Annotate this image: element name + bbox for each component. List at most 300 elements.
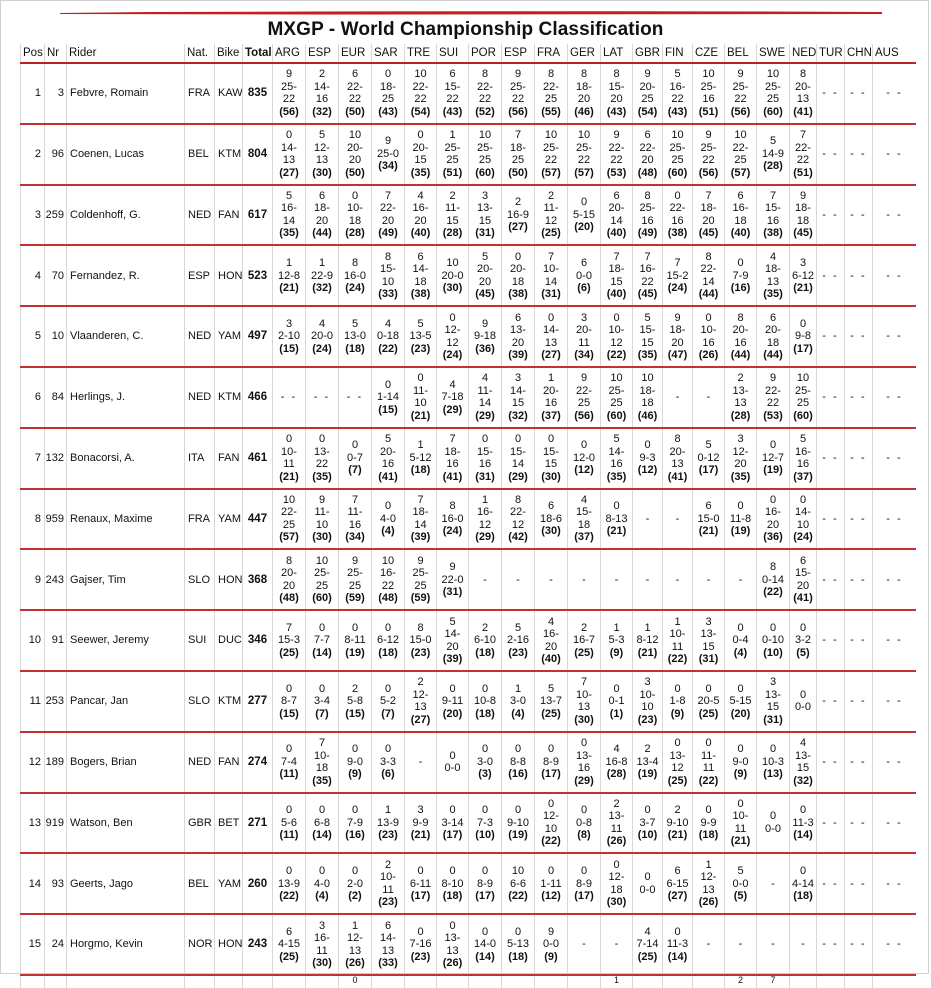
gp-result-cell xyxy=(437,63,469,124)
gp-value: 0 xyxy=(318,865,326,877)
gp-points: (39) xyxy=(442,653,463,666)
gp-value: 9 xyxy=(351,554,359,567)
cell-bike: FAN xyxy=(215,732,243,793)
gp-value: 25 xyxy=(478,154,492,167)
gp-points: (22) xyxy=(606,349,627,362)
gp-value: - - xyxy=(850,451,867,464)
gp-points: (9) xyxy=(348,768,362,781)
gp-value: 10 xyxy=(348,129,362,142)
gp-value: 12 xyxy=(446,336,459,349)
cell-nr: 959 xyxy=(45,489,67,550)
gp-value: - - xyxy=(886,269,903,282)
cell-bike: HON xyxy=(215,245,243,306)
gp-value: 4 xyxy=(799,737,807,750)
gp-value: 11-3 xyxy=(666,938,689,951)
gp-value: 13- xyxy=(795,749,811,762)
gp-value: - - xyxy=(850,573,867,586)
gp-value: 1-8 xyxy=(669,695,686,708)
column-header: AUS xyxy=(873,44,917,63)
gp-value: 7 xyxy=(644,250,651,263)
gp-value: 1 xyxy=(481,493,489,506)
gp-value: 22 xyxy=(414,93,427,106)
gp-points: (56) xyxy=(508,105,528,118)
gp-value: 18- xyxy=(608,263,625,276)
gp-result-cell xyxy=(633,732,663,793)
gp-result-cell xyxy=(437,428,469,489)
gp-value: 16- xyxy=(639,263,656,276)
gp-value: 13 xyxy=(577,701,591,714)
gp-value: - xyxy=(801,938,805,951)
gp-points: (14) xyxy=(312,829,332,842)
gp-value: 10- xyxy=(347,202,363,215)
gp-points: (22) xyxy=(667,653,688,666)
gp-points: (30) xyxy=(442,282,463,295)
gp-points: (27) xyxy=(508,221,528,234)
gp-value: 10-3 xyxy=(761,755,785,768)
gp-result-cell xyxy=(535,367,568,428)
gp-result-cell xyxy=(273,185,306,246)
gp-value: 6 xyxy=(769,311,777,324)
gp-value: 13- xyxy=(510,324,526,337)
gp-points: (18) xyxy=(345,342,365,355)
gp-result-cell xyxy=(502,793,535,854)
gp-value: 6 xyxy=(580,257,588,270)
cell-bike: FAN xyxy=(215,428,243,489)
gp-value: - xyxy=(645,573,650,586)
gp-value: 0 xyxy=(285,743,293,756)
gp-value: 7-18 xyxy=(441,391,464,404)
gp-value: 6-10 xyxy=(473,634,497,647)
gp-value: 8-10 xyxy=(441,877,464,890)
gp-result-cell xyxy=(693,245,725,306)
gp-points: (14) xyxy=(793,829,813,842)
gp-points: (24) xyxy=(442,349,463,362)
gp-value: - - xyxy=(822,330,839,343)
gp-value: 2 xyxy=(613,797,620,810)
cell-bike: HON xyxy=(215,914,243,975)
gp-value: 25 xyxy=(544,93,558,106)
column-header: Bike xyxy=(215,44,243,63)
gp-value: 0 xyxy=(769,439,777,452)
gp-value: 0 xyxy=(799,688,807,701)
cell-bike: KTM xyxy=(215,367,243,428)
gp-value: 25 xyxy=(671,154,684,167)
gp-value: 12- xyxy=(347,932,363,945)
gp-value: 16- xyxy=(795,445,811,458)
gp-value: 20 xyxy=(641,154,654,167)
gp-value: 8-9 xyxy=(543,755,559,768)
gp-value: 22- xyxy=(576,384,592,397)
gp-points: (35) xyxy=(312,470,332,483)
column-header: Nat. xyxy=(185,44,215,63)
gp-value: 14- xyxy=(510,384,526,397)
gp-result-cell xyxy=(633,671,663,732)
gp-points: (14) xyxy=(667,950,688,963)
gp-value: 22- xyxy=(608,141,625,154)
gp-result-cell xyxy=(437,185,469,246)
gp-result-cell xyxy=(372,914,405,975)
gp-value: 20 xyxy=(478,275,492,288)
gp-result-cell xyxy=(469,63,502,124)
cell-total: 497 xyxy=(243,306,273,367)
gp-value: 0 xyxy=(384,378,392,391)
gp-points: (18) xyxy=(508,950,528,963)
gp-value: 0 xyxy=(580,804,588,817)
gp-value: 4 xyxy=(547,615,555,628)
gp-result-cell xyxy=(845,853,873,914)
gp-value: 11 xyxy=(734,822,747,835)
gp-result-cell xyxy=(273,610,306,671)
gp-value: 0 xyxy=(384,621,392,634)
cell-rider: Seewer, Jeremy xyxy=(67,610,185,671)
gp-value: 9 xyxy=(285,68,293,81)
gp-value: 25 xyxy=(766,93,780,106)
gp-value: 6 xyxy=(737,189,744,202)
gp-result-cell xyxy=(568,124,601,185)
gp-value: 22- xyxy=(412,80,429,93)
gp-value: 7 xyxy=(580,676,588,689)
gp-value: 20 xyxy=(544,640,558,653)
cell-total: 461 xyxy=(243,428,273,489)
gp-points: (21) xyxy=(279,470,299,483)
gp-value: 5 xyxy=(351,317,359,330)
cell-pos: 7 xyxy=(21,428,45,489)
cell-nr: 189 xyxy=(45,732,67,793)
gp-value: 10 xyxy=(414,68,427,81)
gp-value: 2 xyxy=(580,621,588,634)
gp-result-cell xyxy=(405,306,437,367)
gp-value: 8 xyxy=(417,621,424,634)
gp-result-cell xyxy=(502,732,535,793)
gp-value: 4-0 xyxy=(380,512,396,525)
gp-points: (26) xyxy=(698,349,719,362)
column-header: FRA xyxy=(535,44,568,63)
gp-value: 6-12 xyxy=(791,269,815,282)
gp-value: 9 xyxy=(514,68,522,81)
cell-total: 368 xyxy=(243,549,273,610)
gp-result-cell xyxy=(817,489,845,550)
gp-value: 10 xyxy=(315,554,329,567)
gp-value: 4 xyxy=(384,317,392,330)
gp-result-cell xyxy=(817,124,845,185)
gp-result-cell xyxy=(601,793,633,854)
gp-value: 20- xyxy=(639,80,656,93)
gp-value: 7 xyxy=(799,129,807,142)
gp-result-cell xyxy=(535,610,568,671)
gp-value: 5 xyxy=(737,865,744,877)
gp-result-cell xyxy=(568,367,601,428)
gp-value: 0 xyxy=(547,433,555,446)
gp-points: (21) xyxy=(410,409,431,422)
cell-pos: 8 xyxy=(21,489,45,550)
partial-cell: 1 xyxy=(601,975,633,988)
gp-value: 5 xyxy=(705,439,712,452)
gp-value: 4-0 xyxy=(314,877,330,890)
gp-points: (18) xyxy=(698,829,719,842)
gp-result-cell xyxy=(306,671,339,732)
gp-value: 25 xyxy=(282,518,296,531)
gp-value: 22 xyxy=(671,93,684,106)
gp-points: (12) xyxy=(574,464,594,477)
gp-result-cell xyxy=(790,367,817,428)
gp-result-cell xyxy=(372,610,405,671)
gp-points: (17) xyxy=(541,768,561,781)
gp-value: 10 xyxy=(577,129,591,142)
gp-value: 15- xyxy=(543,445,559,458)
gp-result-cell xyxy=(469,853,502,914)
gp-result-cell xyxy=(845,245,873,306)
gp-value: 7-3 xyxy=(477,816,493,829)
gp-value: 2 xyxy=(318,68,326,81)
gp-result-cell xyxy=(757,306,790,367)
cell-pos: 6 xyxy=(21,367,45,428)
gp-points: (21) xyxy=(637,646,658,659)
gp-value: 20 xyxy=(734,458,747,471)
gp-value: - - xyxy=(822,269,839,282)
gp-value: 4 xyxy=(449,378,456,391)
gp-value: 6 xyxy=(674,865,681,877)
gp-value: 0 xyxy=(799,804,807,817)
gp-result-cell xyxy=(693,428,725,489)
gp-value: 22 xyxy=(702,154,715,167)
gp-result-cell xyxy=(693,732,725,793)
gp-value: 16 xyxy=(641,214,654,227)
column-header: ESP xyxy=(502,44,535,63)
gp-points: (8) xyxy=(577,829,591,842)
gp-points: (7) xyxy=(381,707,395,720)
gp-result-cell xyxy=(306,245,339,306)
gp-value: 9 xyxy=(737,68,744,81)
gp-points: (18) xyxy=(475,646,495,659)
gp-value: 0 xyxy=(705,311,712,324)
classification-table xyxy=(20,44,916,988)
gp-value: 16-8 xyxy=(605,755,628,768)
gp-points: (19) xyxy=(508,829,528,842)
gp-value: - xyxy=(738,938,743,951)
gp-value: 6-8 xyxy=(314,816,330,829)
gp-value: 0-0 xyxy=(795,701,811,714)
cell-rider: Coldenhoff, G. xyxy=(67,185,185,246)
gp-result-cell xyxy=(339,853,372,914)
gp-result-cell xyxy=(535,185,568,246)
gp-value: 16 xyxy=(381,458,395,471)
gp-points: (35) xyxy=(410,166,431,179)
cell-rider: Bogers, Brian xyxy=(67,732,185,793)
gp-value: 0 xyxy=(384,68,392,81)
column-header: TRE xyxy=(405,44,437,63)
gp-points: (40) xyxy=(541,653,561,666)
gp-value: 0 xyxy=(514,433,522,446)
gp-points: (29) xyxy=(475,531,495,544)
cell-total: 447 xyxy=(243,489,273,550)
gp-value: 22 xyxy=(734,93,747,106)
cell-total: 804 xyxy=(243,124,273,185)
gp-value: - - xyxy=(850,634,867,647)
gp-value: - - xyxy=(822,451,839,464)
gp-value: 20- xyxy=(669,445,686,458)
gp-value: - xyxy=(614,573,619,586)
gp-value: 5 xyxy=(674,68,681,81)
partial-cell: 7 xyxy=(757,975,790,988)
gp-value: 20- xyxy=(477,263,493,276)
gp-value: 0 xyxy=(644,804,651,817)
gp-result-cell xyxy=(502,914,535,975)
cell-nr: 132 xyxy=(45,428,67,489)
gp-result-cell xyxy=(845,610,873,671)
gp-value: 8 xyxy=(799,68,807,81)
gp-value: 25- xyxy=(347,567,363,580)
gp-value: 13- xyxy=(765,688,781,701)
gp-value: 6 xyxy=(613,189,620,202)
table-row xyxy=(21,610,917,671)
gp-result-cell xyxy=(273,124,306,185)
gp-value: 25 xyxy=(348,579,362,592)
gp-points: (39) xyxy=(410,531,431,544)
gp-value: 0 xyxy=(481,865,489,877)
gp-value: - - xyxy=(280,391,298,404)
gp-points: (2) xyxy=(348,890,362,902)
gp-result-cell xyxy=(568,63,601,124)
gp-result-cell xyxy=(405,367,437,428)
gp-value: 3-14 xyxy=(441,816,464,829)
cell-pos: 3 xyxy=(21,185,45,246)
column-header: Total xyxy=(243,44,273,63)
gp-value: 9-10 xyxy=(506,816,530,829)
gp-value: 10 xyxy=(446,257,459,270)
gp-value: 20 xyxy=(671,336,684,349)
gp-value: 18 xyxy=(641,397,654,410)
partial-cell xyxy=(243,975,273,988)
gp-result-cell xyxy=(437,793,469,854)
gp-value: 3 xyxy=(580,311,588,324)
gp-result-cell xyxy=(663,185,693,246)
gp-value: 15- xyxy=(576,506,592,519)
gp-result-cell xyxy=(873,63,917,124)
gp-value: 15- xyxy=(444,80,461,93)
gp-value: 25-0 xyxy=(376,147,400,160)
gp-result-cell xyxy=(757,732,790,793)
gp-value: 7 xyxy=(449,433,456,446)
gp-result-cell xyxy=(502,306,535,367)
gp-result-cell xyxy=(790,914,817,975)
gp-result-cell xyxy=(757,428,790,489)
gp-points: (48) xyxy=(378,592,398,605)
gp-result-cell xyxy=(633,245,663,306)
gp-result-cell xyxy=(725,671,757,732)
gp-result-cell xyxy=(790,489,817,550)
gp-result-cell xyxy=(405,610,437,671)
gp-value: 7 xyxy=(613,250,620,263)
gp-value: 13- xyxy=(576,749,592,762)
gp-value: 18 xyxy=(315,762,329,775)
gp-result-cell xyxy=(535,306,568,367)
gp-value: 1 xyxy=(449,129,456,142)
gp-value: 15- xyxy=(795,567,811,580)
gp-value: 0-0 xyxy=(765,822,781,835)
gp-value: 15 xyxy=(796,762,810,775)
gp-value: 4-14 xyxy=(791,877,815,890)
gp-value: 8-7 xyxy=(281,695,297,708)
gp-points: (18) xyxy=(793,890,813,902)
gp-value: 9-11 xyxy=(441,695,464,708)
gp-points: (26) xyxy=(442,957,463,970)
gp-points: (22) xyxy=(378,342,398,355)
gp-points: (9) xyxy=(609,646,624,659)
gp-result-cell xyxy=(273,428,306,489)
gp-value: 22-9 xyxy=(310,269,334,282)
gp-result-cell xyxy=(601,671,633,732)
gp-value: 15 xyxy=(544,458,558,471)
gp-result-cell xyxy=(693,610,725,671)
gp-value: 14-9 xyxy=(761,147,785,160)
gp-points: (21) xyxy=(279,282,299,295)
gp-points: (40) xyxy=(606,288,627,301)
gp-value: 22 xyxy=(766,397,780,410)
gp-value: - xyxy=(706,391,711,404)
partial-cell xyxy=(633,975,663,988)
gp-value: 4-15 xyxy=(277,938,301,951)
gp-value: 1 xyxy=(705,858,712,871)
cell-nat: BEL xyxy=(185,853,215,914)
gp-result-cell xyxy=(437,124,469,185)
gp-result-cell xyxy=(845,732,873,793)
cell-total: 243 xyxy=(243,914,273,975)
gp-result-cell xyxy=(601,306,633,367)
gp-value: 7-14 xyxy=(636,938,659,951)
gp-value: 3 xyxy=(644,676,651,689)
partial-cell xyxy=(273,975,306,988)
gp-result-cell xyxy=(405,914,437,975)
gp-value: 4 xyxy=(481,372,489,385)
gp-value: 7-7 xyxy=(314,634,330,647)
gp-points: (56) xyxy=(279,105,299,118)
gp-value: 1 xyxy=(351,919,359,932)
gp-result-cell xyxy=(437,914,469,975)
gp-result-cell xyxy=(568,793,601,854)
gp-value: 15- xyxy=(639,324,656,337)
gp-value: 15-3 xyxy=(277,634,301,647)
gp-result-cell xyxy=(372,63,405,124)
gp-value: 5 xyxy=(644,311,651,324)
gp-result-cell xyxy=(873,853,917,914)
gp-result-cell xyxy=(790,306,817,367)
cell-rider: Gajser, Tim xyxy=(67,549,185,610)
gp-points: (43) xyxy=(442,105,463,118)
gp-value: 0 xyxy=(351,865,359,877)
gp-value: 0 xyxy=(285,865,293,877)
gp-value: 22 xyxy=(315,458,329,471)
gp-result-cell xyxy=(469,489,502,550)
gp-value: 20- xyxy=(347,141,363,154)
gp-result-cell xyxy=(306,914,339,975)
gp-value: 9 xyxy=(613,129,620,142)
gp-points: (25) xyxy=(667,774,688,787)
gp-value: 5-13 xyxy=(506,938,530,951)
gp-result-cell xyxy=(306,793,339,854)
gp-points: (25) xyxy=(698,707,719,720)
gp-result-cell xyxy=(405,185,437,246)
gp-value: 9-0 xyxy=(732,755,749,768)
gp-value: 22-0 xyxy=(441,573,464,586)
gp-result-cell xyxy=(535,124,568,185)
gp-value: 0 xyxy=(799,317,807,330)
gp-result-cell xyxy=(663,610,693,671)
gp-value: 12- xyxy=(543,810,559,823)
gp-value: 13 xyxy=(671,458,684,471)
gp-result-cell xyxy=(725,853,757,914)
gp-result-cell xyxy=(601,428,633,489)
column-header: Rider xyxy=(67,44,185,63)
